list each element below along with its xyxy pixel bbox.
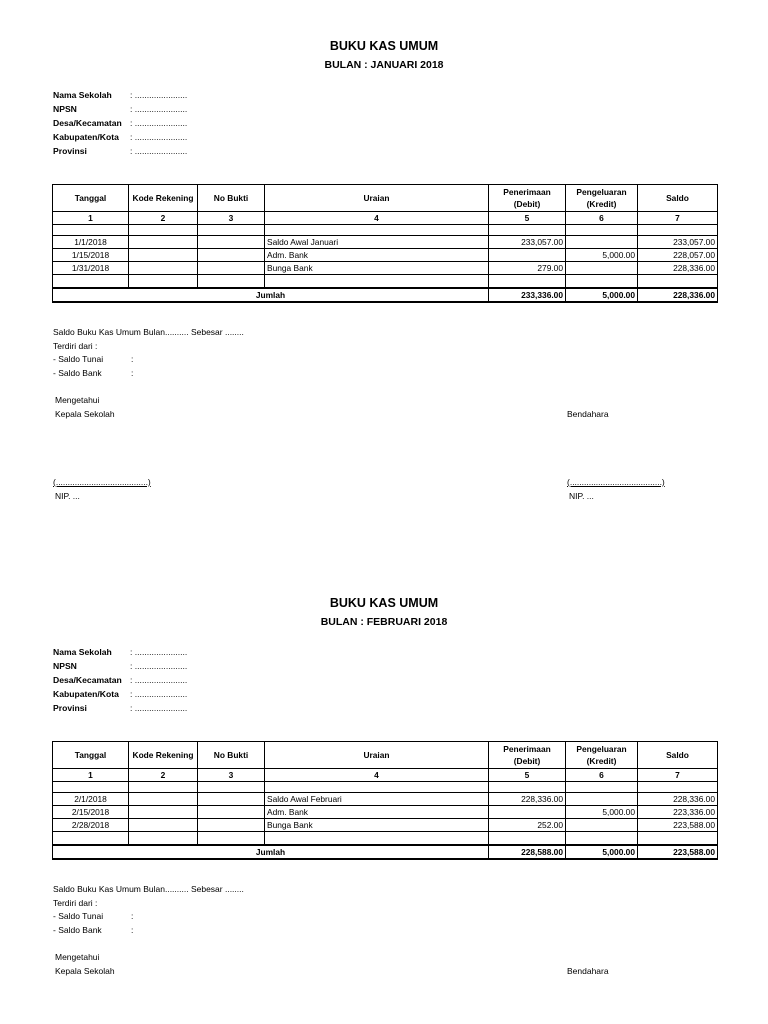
column-number: 4 [265, 769, 489, 782]
summary-bank-label: - Saldo Bank [53, 924, 102, 935]
column-number: 3 [198, 212, 265, 225]
mengetahui-label: Mengetahui [55, 952, 100, 962]
mengetahui-label: Mengetahui [55, 395, 100, 405]
table-row [53, 262, 718, 275]
total-row [53, 288, 718, 302]
header-penerimaan: Penerimaan (Debit) [489, 742, 566, 769]
info-value: : ...................... [130, 703, 188, 713]
signature-left [55, 951, 115, 978]
empty-cell [198, 832, 265, 846]
cell-debit: 252.00 [489, 819, 566, 832]
column-number: 2 [129, 769, 198, 782]
empty-cell [489, 275, 566, 289]
empty-cell [265, 782, 489, 793]
info-value: : ...................... [130, 661, 188, 671]
info-label: Provinsi [53, 703, 87, 713]
info-label: NPSN [53, 661, 77, 671]
info-row-kabupaten-kota [53, 130, 187, 144]
info-value: : ...................... [130, 146, 188, 156]
info-row-provinsi [53, 701, 187, 715]
summary-bank [53, 924, 244, 938]
summary-cash [53, 353, 244, 367]
empty-cell [198, 782, 265, 793]
info-label: Nama Sekolah [53, 90, 112, 100]
cell-credit: 5,000.00 [566, 249, 638, 262]
report-month: BULAN : FEBRUARI 2018 [320, 616, 448, 628]
signature-left [55, 394, 115, 421]
nip-right: NIP. ... [569, 491, 594, 501]
table-row [53, 236, 718, 249]
empty-cell [129, 782, 198, 793]
total-debit: 228,588.00 [489, 845, 566, 859]
empty-cell [129, 275, 198, 289]
cell-saldo: 233,057.00 [638, 236, 718, 249]
table-header-row [53, 185, 718, 212]
header-tanggal: Tanggal [53, 742, 129, 769]
info-label: Kabupaten/Kota [53, 689, 119, 699]
summary-cash-value: : [131, 911, 134, 921]
total-credit: 5,000.00 [566, 288, 638, 302]
summary-line: Saldo Buku Kas Umum Bulan.......... Sebesar ........ [53, 327, 244, 337]
signature-name-left: (.......................................) [53, 477, 151, 487]
empty-row [53, 832, 718, 846]
info-row-npsn [53, 102, 187, 116]
cell-credit [566, 819, 638, 832]
empty-cell [198, 225, 265, 236]
info-row-kabupaten-kota [53, 687, 187, 701]
column-number: 6 [566, 212, 638, 225]
cell-saldo: 228,336.00 [638, 793, 718, 806]
info-value: : ...................... [130, 90, 188, 100]
column-number: 7 [638, 769, 718, 782]
cell-no-bukti [198, 793, 265, 806]
column-number: 1 [53, 212, 129, 225]
cell-date: 1/1/2018 [53, 236, 129, 249]
cell-date: 1/15/2018 [53, 249, 129, 262]
total-credit: 5,000.00 [566, 845, 638, 859]
column-number: 1 [53, 769, 129, 782]
column-number: 5 [489, 212, 566, 225]
summary-bank [53, 367, 244, 381]
school-info [53, 88, 187, 158]
cell-kode-rekening [129, 819, 198, 832]
cell-no-bukti [198, 806, 265, 819]
spacer-row [53, 782, 718, 793]
info-value: : ...................... [130, 689, 188, 699]
cell-debit: 233,057.00 [489, 236, 566, 249]
empty-cell [566, 275, 638, 289]
cell-saldo: 228,057.00 [638, 249, 718, 262]
bendahara-label: Bendahara [567, 966, 609, 976]
empty-cell [566, 832, 638, 846]
total-debit: 233,336.00 [489, 288, 566, 302]
cell-debit [489, 249, 566, 262]
cell-no-bukti [198, 249, 265, 262]
empty-cell [53, 782, 129, 793]
header-tanggal: Tanggal [53, 185, 129, 212]
cash-book-table [52, 184, 718, 303]
header-no-bukti: No Bukti [198, 185, 265, 212]
cell-description: Saldo Awal Januari [265, 236, 489, 249]
info-label: Desa/Kecamatan [53, 118, 122, 128]
cell-date: 2/15/2018 [53, 806, 129, 819]
balance-summary [53, 326, 244, 380]
empty-cell [265, 832, 489, 846]
info-value: : ...................... [130, 104, 188, 114]
summary-line: Terdiri dari : [53, 340, 98, 351]
empty-cell [265, 225, 489, 236]
cell-credit: 5,000.00 [566, 806, 638, 819]
info-row-desa-kecamatan [53, 673, 187, 687]
cell-credit [566, 793, 638, 806]
empty-cell [638, 832, 718, 846]
cell-debit: 279.00 [489, 262, 566, 275]
total-row [53, 845, 718, 859]
info-label: Provinsi [53, 146, 87, 156]
cell-debit: 228,336.00 [489, 793, 566, 806]
summary-bank-label: - Saldo Bank [53, 367, 102, 378]
header-uraian: Uraian [265, 185, 489, 212]
cell-no-bukti [198, 236, 265, 249]
balance-summary [53, 883, 244, 937]
empty-cell [489, 832, 566, 846]
empty-cell [489, 225, 566, 236]
kepala-sekolah-label: Kepala Sekolah [55, 408, 115, 419]
cell-credit [566, 262, 638, 275]
summary-cash-value: : [131, 354, 134, 364]
column-number: 2 [129, 212, 198, 225]
header-penerimaan: Penerimaan (Debit) [489, 185, 566, 212]
header-saldo: Saldo [638, 742, 718, 769]
cell-kode-rekening [129, 262, 198, 275]
cell-debit [489, 806, 566, 819]
header-pengeluaran: Pengeluaran (Kredit) [566, 185, 638, 212]
signature-right [567, 965, 609, 979]
cell-saldo: 228,336.00 [638, 262, 718, 275]
info-value: : ...................... [130, 118, 188, 128]
cell-saldo: 223,588.00 [638, 819, 718, 832]
empty-row [53, 275, 718, 289]
empty-cell [129, 832, 198, 846]
cell-credit [566, 236, 638, 249]
cell-kode-rekening [129, 793, 198, 806]
info-value: : ...................... [130, 675, 188, 685]
table-row [53, 806, 718, 819]
info-row-npsn [53, 659, 187, 673]
cell-date: 2/28/2018 [53, 819, 129, 832]
cell-saldo: 223,336.00 [638, 806, 718, 819]
info-row-nama-sekolah [53, 645, 187, 659]
column-number-row [53, 769, 718, 782]
table-row [53, 819, 718, 832]
empty-cell [53, 832, 129, 846]
spacer-row [53, 225, 718, 236]
empty-cell [638, 225, 718, 236]
cell-description: Adm. Bank [265, 806, 489, 819]
info-label: Nama Sekolah [53, 647, 112, 657]
info-label: NPSN [53, 104, 77, 114]
empty-cell [53, 225, 129, 236]
column-number: 3 [198, 769, 265, 782]
info-row-desa-kecamatan [53, 116, 187, 130]
signature-name-right: (.......................................) [567, 477, 665, 487]
total-saldo: 228,336.00 [638, 288, 718, 302]
empty-cell [265, 275, 489, 289]
cell-kode-rekening [129, 236, 198, 249]
cell-kode-rekening [129, 249, 198, 262]
column-number: 6 [566, 769, 638, 782]
cell-description: Bunga Bank [265, 262, 489, 275]
header-uraian: Uraian [265, 742, 489, 769]
total-label: Jumlah [53, 845, 489, 859]
header-pengeluaran: Pengeluaran (Kredit) [566, 742, 638, 769]
summary-cash-label: - Saldo Tunai [53, 354, 104, 364]
header-saldo: Saldo [638, 185, 718, 212]
empty-cell [53, 275, 129, 289]
empty-cell [638, 275, 718, 289]
table-header-row [53, 742, 718, 769]
info-row-provinsi [53, 144, 187, 158]
summary-bank-value: : [131, 367, 134, 378]
info-value: : ...................... [130, 132, 188, 142]
column-number-row [53, 212, 718, 225]
cell-date: 1/31/2018 [53, 262, 129, 275]
cell-date: 2/1/2018 [53, 793, 129, 806]
column-number: 5 [489, 769, 566, 782]
bendahara-label: Bendahara [567, 409, 609, 419]
empty-cell [566, 782, 638, 793]
empty-cell [198, 275, 265, 289]
total-saldo: 223,588.00 [638, 845, 718, 859]
cash-book-table [52, 741, 718, 860]
empty-cell [129, 225, 198, 236]
signature-right [567, 408, 609, 422]
school-info [53, 645, 187, 715]
header-kode-rekening: Kode Rekening [129, 185, 198, 212]
cell-kode-rekening [129, 806, 198, 819]
info-row-nama-sekolah [53, 88, 187, 102]
report-title: BUKU KAS UMUM [329, 596, 439, 610]
empty-cell [638, 782, 718, 793]
table-row [53, 249, 718, 262]
info-label: Desa/Kecamatan [53, 675, 122, 685]
info-label: Kabupaten/Kota [53, 132, 119, 142]
cell-description: Bunga Bank [265, 819, 489, 832]
kepala-sekolah-label: Kepala Sekolah [55, 965, 115, 976]
report-month: BULAN : JANUARI 2018 [324, 59, 444, 71]
table-row [53, 793, 718, 806]
nip-left: NIP. ... [55, 491, 80, 501]
cell-description: Adm. Bank [265, 249, 489, 262]
column-number: 4 [265, 212, 489, 225]
empty-cell [566, 225, 638, 236]
summary-cash [53, 910, 244, 924]
summary-line: Terdiri dari : [53, 897, 98, 908]
cell-no-bukti [198, 262, 265, 275]
header-kode-rekening: Kode Rekening [129, 742, 198, 769]
empty-cell [489, 782, 566, 793]
summary-cash-label: - Saldo Tunai [53, 911, 104, 921]
column-number: 7 [638, 212, 718, 225]
info-value: : ...................... [130, 647, 188, 657]
cell-description: Saldo Awal Februari [265, 793, 489, 806]
total-label: Jumlah [53, 288, 489, 302]
header-no-bukti: No Bukti [198, 742, 265, 769]
summary-bank-value: : [131, 924, 134, 935]
summary-line: Saldo Buku Kas Umum Bulan.......... Sebesar ........ [53, 884, 244, 894]
cell-no-bukti [198, 819, 265, 832]
report-title: BUKU KAS UMUM [329, 39, 439, 53]
